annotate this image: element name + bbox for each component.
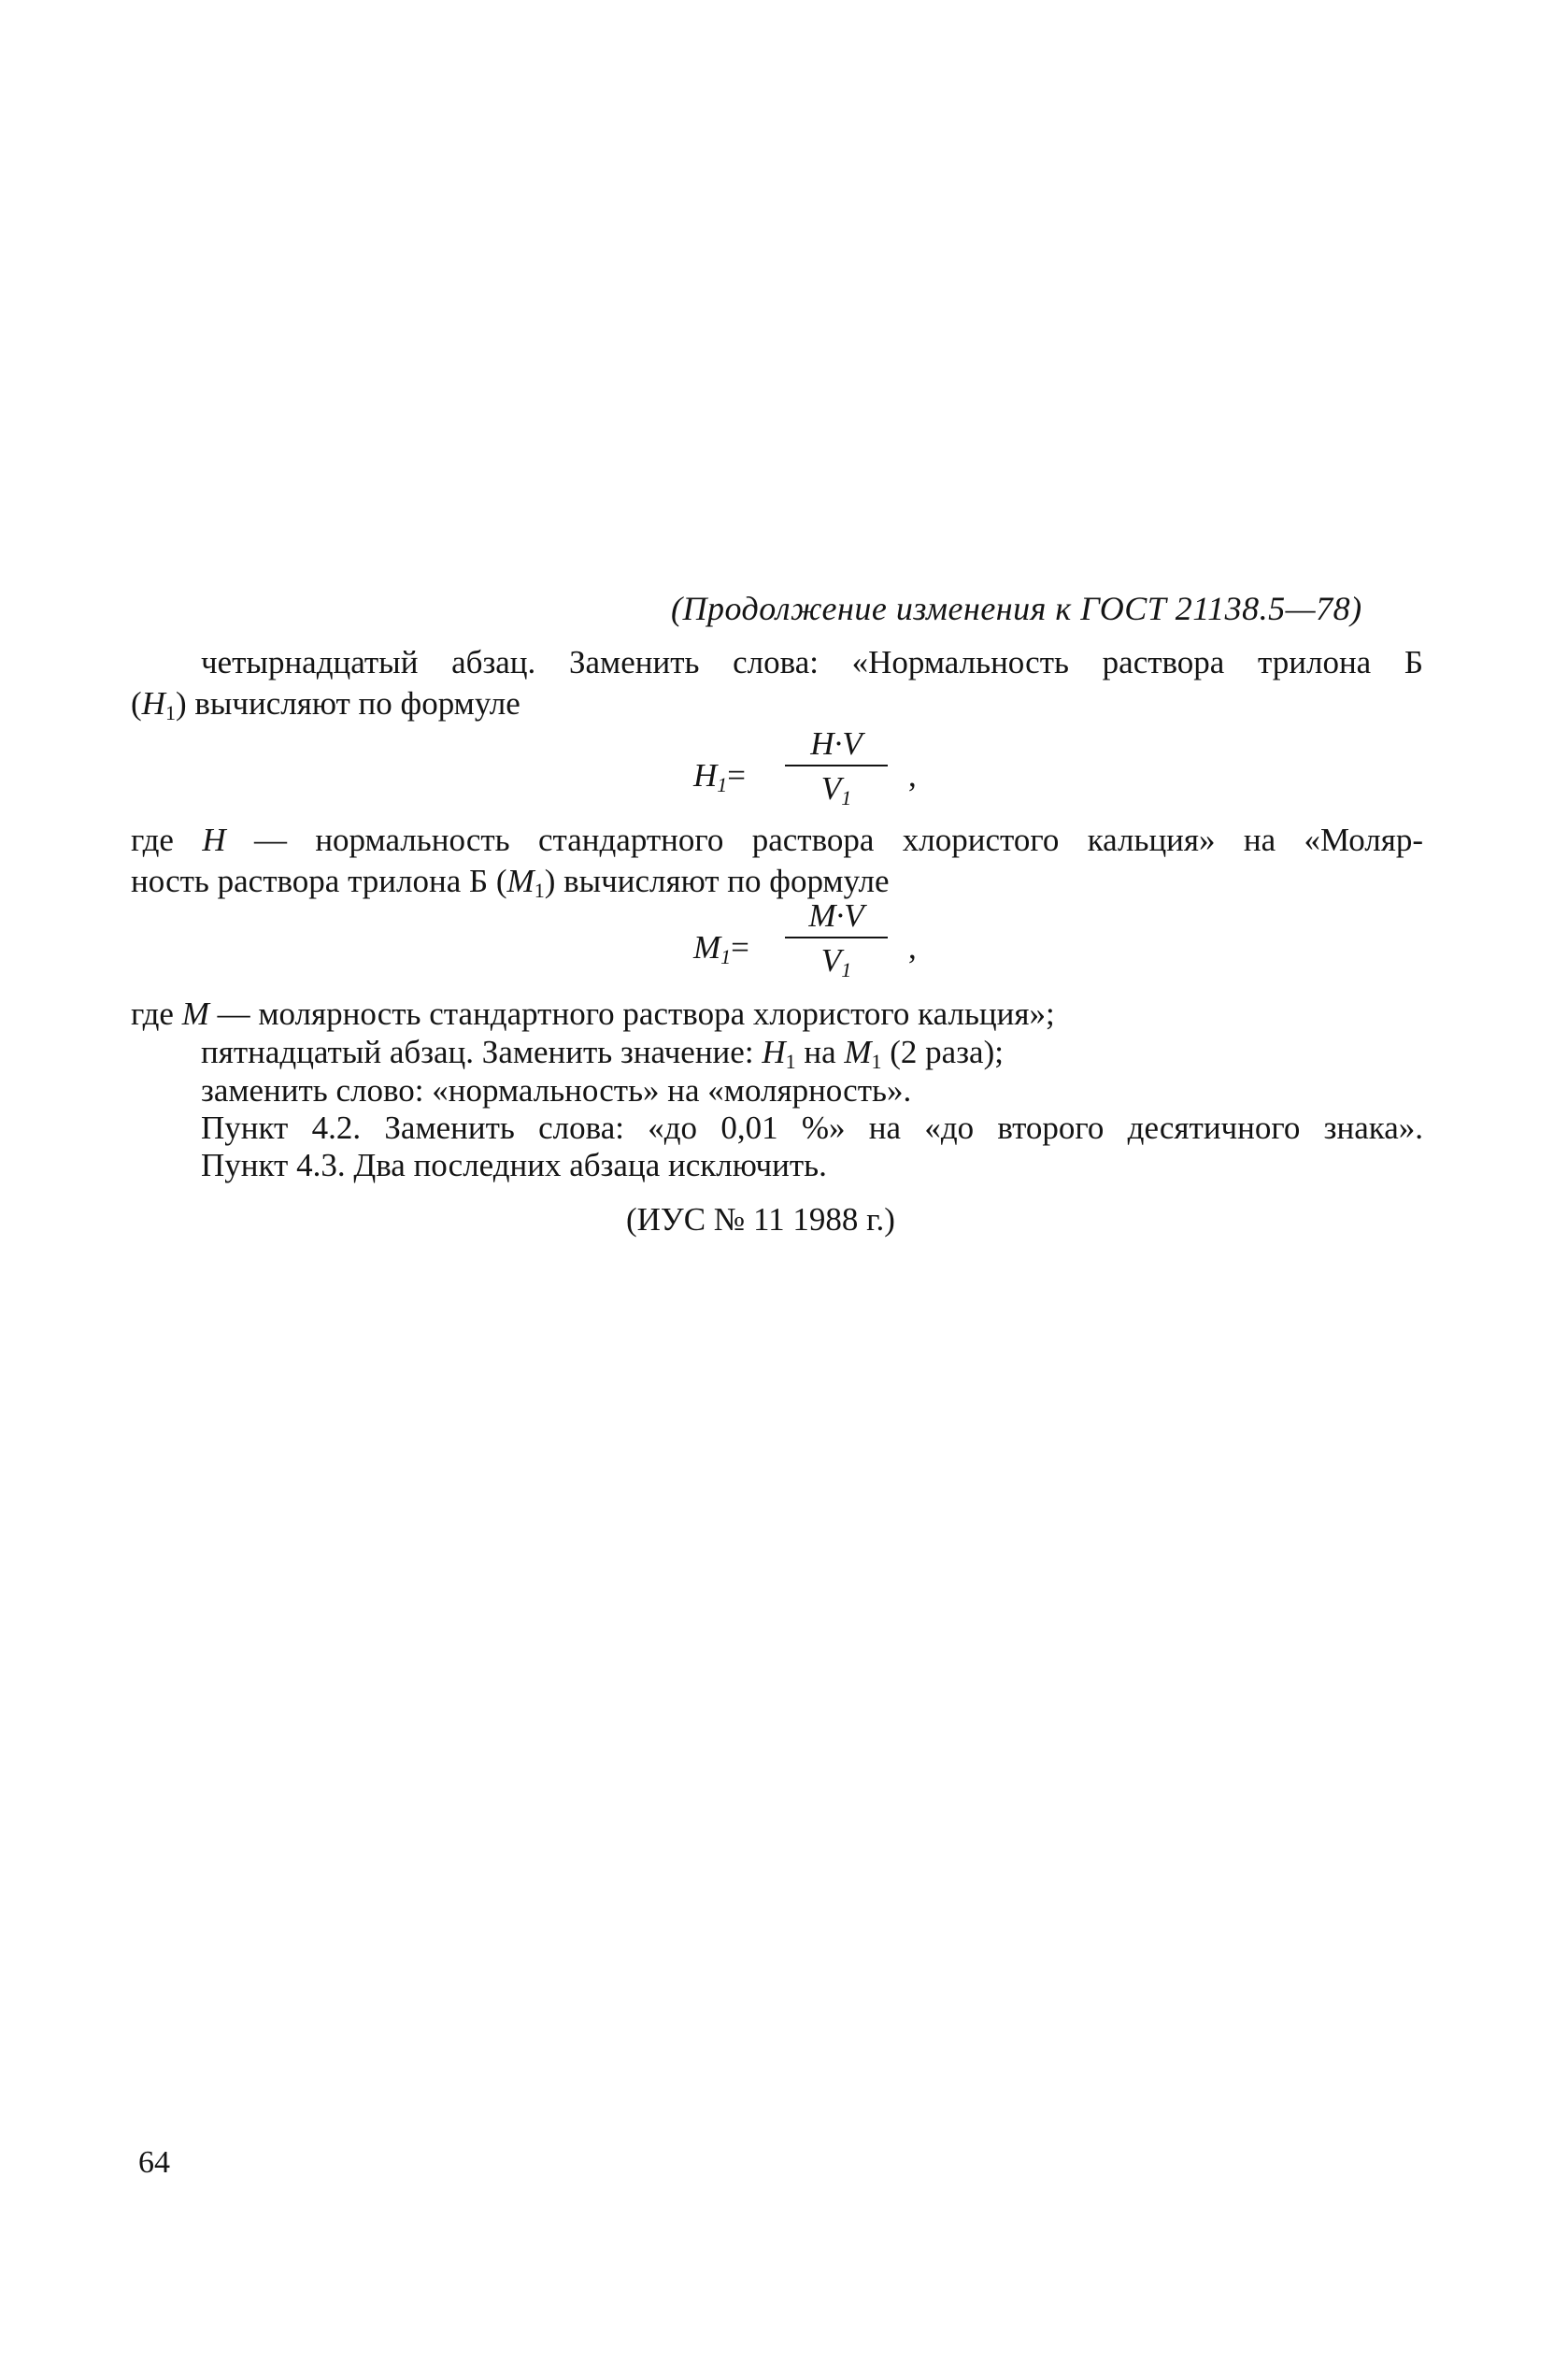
- variable-h: Н: [141, 685, 165, 722]
- body-line-1: четырнадцатый абзац. Заменить слова: «Нормальность раствора трилона Б: [201, 644, 1423, 680]
- numerator: Н·V: [810, 725, 862, 762]
- body-line-7: заменить слово: «нормальность» на «молярность».: [201, 1072, 912, 1109]
- fraction: [785, 725, 888, 808]
- fraction: [785, 897, 888, 980]
- fraction-bar: [785, 937, 888, 938]
- body-line-4: ность раствора трилона Б $(М_1)$ вычисляют по формуле: [131, 863, 890, 902]
- denominator: $V_1$: [820, 942, 852, 981]
- body-line-3: где Н — нормальность стандартного раствора хлористого кальция» на «Моляр-: [131, 822, 1423, 858]
- body-line-8: Пункт 4.2. Заменить слова: «до 0,01 %» на «до второго десятичного знака».: [201, 1110, 1423, 1146]
- fraction-bar: [785, 765, 888, 766]
- body-line-9: Пункт 4.3. Два последних абзаца исключить.: [201, 1147, 827, 1183]
- continuation-note: (Продолжение изменения к ГОСТ 21138.5—78): [671, 590, 1362, 627]
- body-line-5: где М — молярность стандартного раствора хлористого кальция»;: [131, 995, 1055, 1032]
- body-line-2: $(Н_1)$ вычисляют по формуле: [131, 685, 520, 724]
- page-number: 64: [138, 2145, 170, 2180]
- denominator: $V_1$: [820, 770, 852, 809]
- document-page: (Продолжение изменения к ГОСТ 21138.5—78) четырнадцатый абзац. Заменить слова: «Нормальность раствора трилона Б $(Н_1)$ вычисляют по формуле $Н_1=$ Н·V $V_1$ , где Н — нормальность стандартного раствора хлористого кальция» на «Моляр- ность раствора трилона Б $(М_1)$ вычисляют по формуле $М_1=$ М·V $V_1$ , где М — молярность стандартного раствора хлористого кальция»; пятнадцатый абзац. Заменить значение: $Н_1$ на $М_1$ (2 раза); заменить слово: «нормальность» на «молярность». Пункт 4.2. Заменить слова: «до 0,01 %» на «до второго десятичного знака». Пункт 4.3. Два последних абзаца исключить. (ИУС № 11 1988 г.) 64: [131, 590, 1423, 2180]
- numerator: М·V: [808, 897, 864, 934]
- body-line-6: пятнадцатый абзац. Заменить значение: $Н_1$ на $М_1$ (2 раза);: [201, 1034, 1004, 1073]
- source-reference: (ИУС № 11 1988 г.): [626, 1201, 895, 1238]
